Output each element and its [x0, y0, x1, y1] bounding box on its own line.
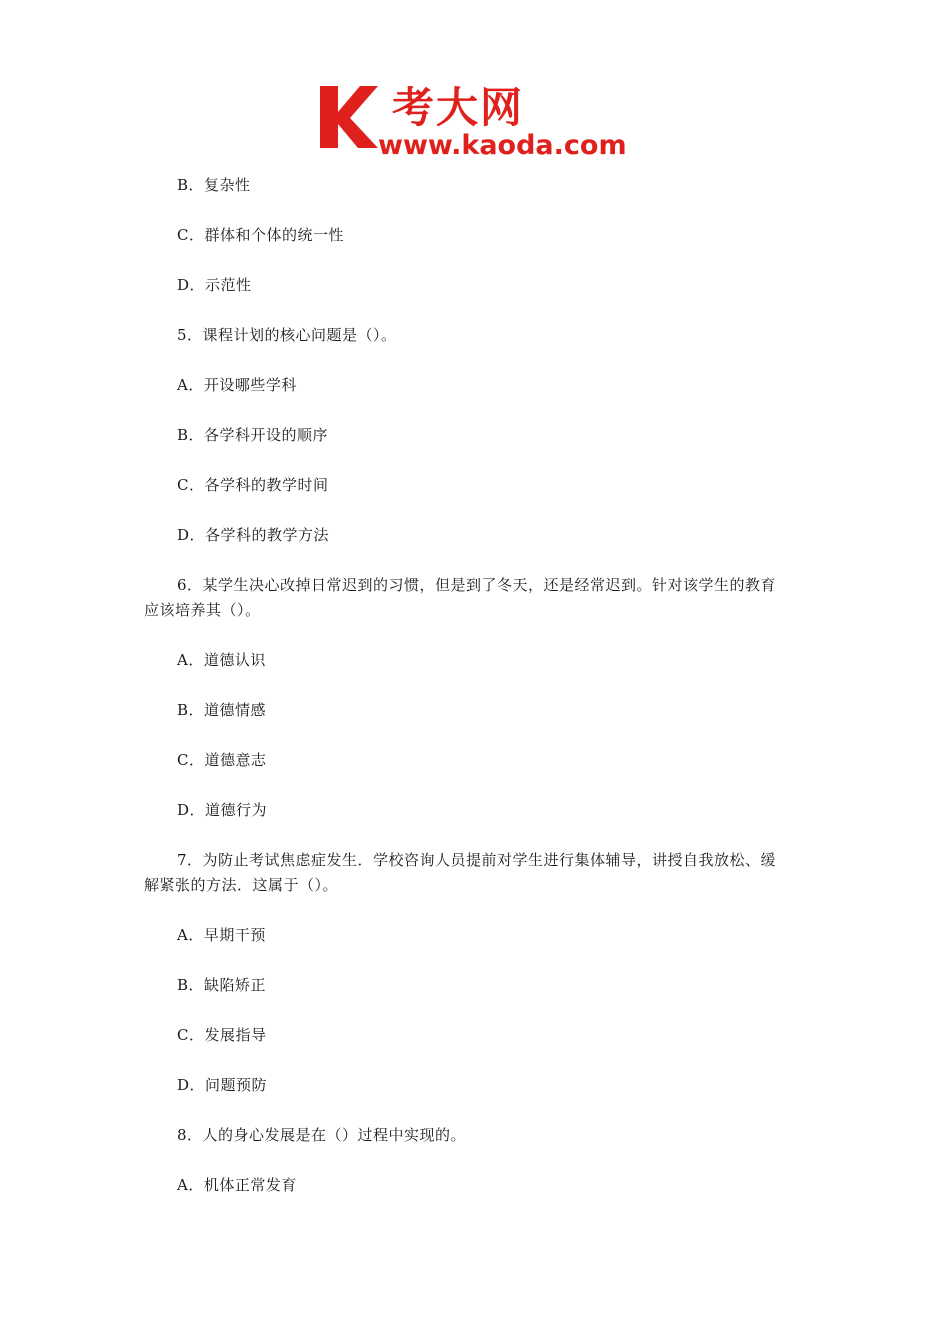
answer-option: C．群体和个体的统一性: [177, 226, 344, 244]
answer-option: C．道德意志: [177, 751, 267, 769]
answer-option: A．开设哪些学科: [177, 376, 297, 394]
question-text-continued: 解紧张的方法．这属于（）。: [144, 876, 339, 894]
answer-option: A．道德认识: [177, 651, 266, 669]
answer-option: D．各学科的教学方法: [177, 526, 330, 544]
answer-option: D．问题预防: [177, 1076, 268, 1094]
answer-option: B．各学科开设的顺序: [177, 426, 329, 444]
k-mark-icon: [320, 86, 378, 148]
question-text: 6．某学生决心改掉日常迟到的习惯，但是到了冬天，还是经常迟到。针对该学生的教育: [177, 576, 777, 594]
answer-option: D．道德行为: [177, 801, 268, 819]
answer-option: A．机体正常发育: [177, 1176, 297, 1194]
question-text: 7．为防止考试焦虑症发生．学校咨询人员提前对学生进行集体辅导，讲授自我放松、缓: [177, 851, 777, 869]
answer-option: A．早期干预: [177, 926, 266, 944]
brand-chinese-name: 考大网: [392, 83, 525, 132]
answer-option: C．发展指导: [177, 1026, 267, 1044]
kaoda-logo: [318, 78, 640, 158]
answer-option: B．缺陷矫正: [177, 976, 267, 994]
brand-url: www.kaoda.com: [378, 130, 627, 158]
answer-option: B．道德情感: [177, 701, 267, 719]
question-text: 5．课程计划的核心问题是（）。: [177, 326, 397, 344]
question-text-continued: 应该培养其（）。: [144, 601, 261, 619]
kaoda-logo-image: [318, 78, 640, 158]
answer-option: C．各学科的教学时间: [177, 476, 329, 494]
answer-option: B．复杂性: [177, 176, 251, 194]
question-text: 8．人的身心发展是在（）过程中实现的。: [177, 1126, 467, 1144]
answer-option: D．示范性: [177, 276, 252, 294]
